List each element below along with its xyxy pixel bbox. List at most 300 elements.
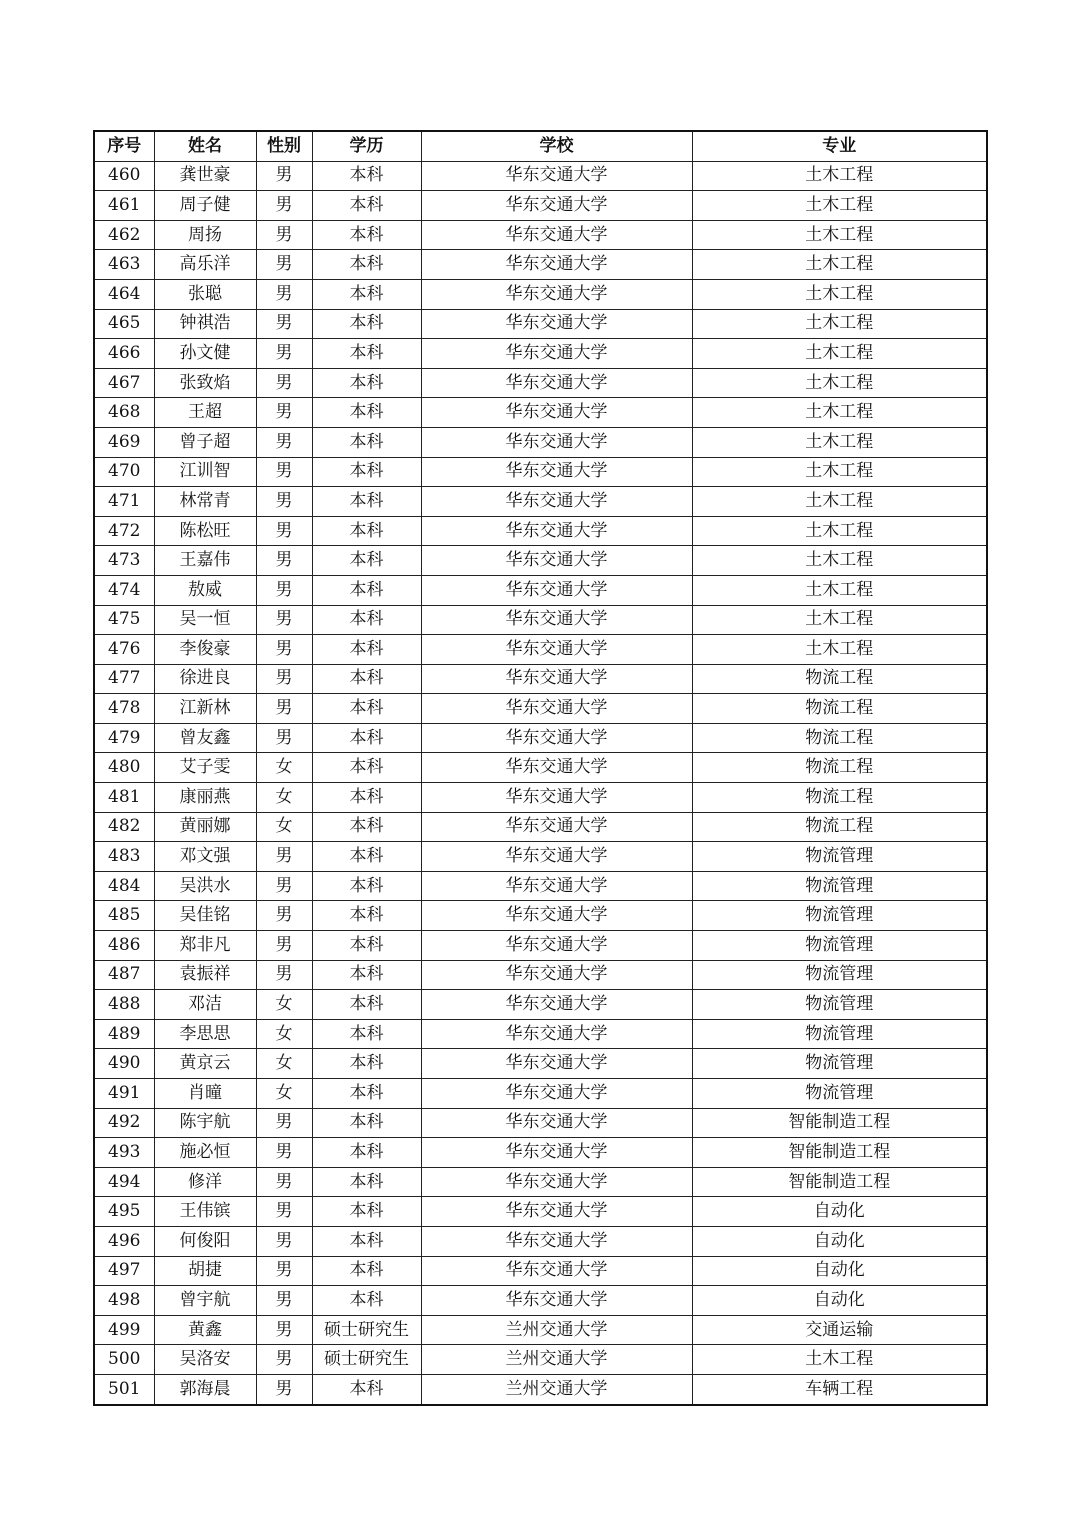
table-row: [94, 960, 987, 990]
cell-number: 482: [94, 812, 154, 842]
cell-name: 黄鑫: [154, 1315, 256, 1345]
cell-education: 本科: [312, 1167, 421, 1197]
cell-education: 本科: [312, 1256, 421, 1286]
cell-gender: 男: [256, 635, 312, 665]
cell-gender: 男: [256, 871, 312, 901]
cell-education: 本科: [312, 250, 421, 280]
cell-school: 华东交通大学: [421, 1108, 692, 1138]
cell-gender: 男: [256, 368, 312, 398]
cell-number: 464: [94, 279, 154, 309]
cell-name: 吴洪水: [154, 871, 256, 901]
cell-school: 华东交通大学: [421, 1049, 692, 1079]
cell-school: 华东交通大学: [421, 990, 692, 1020]
cell-education: 硕士研究生: [312, 1315, 421, 1345]
cell-major: 物流工程: [692, 812, 987, 842]
cell-gender: 男: [256, 1226, 312, 1256]
cell-major: 自动化: [692, 1197, 987, 1227]
cell-gender: 男: [256, 931, 312, 961]
table-row: [94, 279, 987, 309]
cell-education: 本科: [312, 279, 421, 309]
cell-school: 华东交通大学: [421, 161, 692, 191]
cell-name: 施必恒: [154, 1138, 256, 1168]
cell-school: 华东交通大学: [421, 1167, 692, 1197]
roster-table: [93, 130, 988, 1406]
table-row: [94, 487, 987, 517]
cell-school: 华东交通大学: [421, 753, 692, 783]
cell-major: 物流管理: [692, 871, 987, 901]
cell-school: 华东交通大学: [421, 812, 692, 842]
cell-school: 华东交通大学: [421, 783, 692, 813]
cell-gender: 男: [256, 457, 312, 487]
cell-number: 473: [94, 546, 154, 576]
table-row: [94, 1374, 987, 1404]
cell-name: 钟祺浩: [154, 309, 256, 339]
cell-gender: 男: [256, 427, 312, 457]
table-row: [94, 398, 987, 428]
table-row: [94, 427, 987, 457]
cell-name: 吴佳铭: [154, 901, 256, 931]
header-row: [94, 131, 987, 161]
cell-gender: 男: [256, 1315, 312, 1345]
cell-major: 物流工程: [692, 694, 987, 724]
cell-major: 土木工程: [692, 309, 987, 339]
header-cell-gender: 性别: [256, 131, 312, 161]
table-row: [94, 1197, 987, 1227]
cell-education: 本科: [312, 575, 421, 605]
cell-name: 李思思: [154, 1019, 256, 1049]
cell-gender: 男: [256, 1286, 312, 1316]
cell-education: 本科: [312, 901, 421, 931]
cell-major: 物流管理: [692, 1049, 987, 1079]
cell-major: 物流管理: [692, 1079, 987, 1109]
cell-school: 华东交通大学: [421, 546, 692, 576]
cell-education: 本科: [312, 871, 421, 901]
cell-education: 本科: [312, 191, 421, 221]
cell-major: 自动化: [692, 1256, 987, 1286]
table-row: [94, 990, 987, 1020]
cell-name: 吴洛安: [154, 1345, 256, 1375]
cell-number: 465: [94, 309, 154, 339]
cell-gender: 男: [256, 161, 312, 191]
cell-gender: 男: [256, 339, 312, 369]
cell-school: 华东交通大学: [421, 1197, 692, 1227]
cell-school: 华东交通大学: [421, 427, 692, 457]
cell-school: 华东交通大学: [421, 220, 692, 250]
cell-name: 陈宇航: [154, 1108, 256, 1138]
cell-school: 华东交通大学: [421, 723, 692, 753]
cell-education: 本科: [312, 635, 421, 665]
cell-name: 敖威: [154, 575, 256, 605]
cell-name: 黄丽娜: [154, 812, 256, 842]
cell-number: 471: [94, 487, 154, 517]
cell-name: 江训智: [154, 457, 256, 487]
header-cell-school: 学校: [421, 131, 692, 161]
table-row: [94, 871, 987, 901]
cell-number: 461: [94, 191, 154, 221]
cell-gender: 男: [256, 1167, 312, 1197]
cell-gender: 男: [256, 487, 312, 517]
cell-school: 兰州交通大学: [421, 1315, 692, 1345]
table-row: [94, 575, 987, 605]
cell-gender: 男: [256, 842, 312, 872]
table-row: [94, 220, 987, 250]
cell-education: 本科: [312, 1019, 421, 1049]
cell-number: 474: [94, 575, 154, 605]
cell-school: 华东交通大学: [421, 487, 692, 517]
cell-school: 华东交通大学: [421, 635, 692, 665]
cell-education: 本科: [312, 546, 421, 576]
cell-major: 智能制造工程: [692, 1138, 987, 1168]
cell-gender: 男: [256, 220, 312, 250]
table-row: [94, 842, 987, 872]
cell-number: 478: [94, 694, 154, 724]
cell-name: 林常青: [154, 487, 256, 517]
cell-number: 485: [94, 901, 154, 931]
cell-number: 466: [94, 339, 154, 369]
cell-education: 本科: [312, 931, 421, 961]
cell-name: 龚世豪: [154, 161, 256, 191]
table-row: [94, 1108, 987, 1138]
cell-school: 华东交通大学: [421, 250, 692, 280]
cell-major: 土木工程: [692, 546, 987, 576]
cell-major: 物流工程: [692, 753, 987, 783]
cell-number: 486: [94, 931, 154, 961]
cell-name: 何俊阳: [154, 1226, 256, 1256]
cell-gender: 男: [256, 309, 312, 339]
cell-name: 袁振祥: [154, 960, 256, 990]
header-cell-education: 学历: [312, 131, 421, 161]
cell-education: 本科: [312, 990, 421, 1020]
cell-number: 488: [94, 990, 154, 1020]
cell-major: 交通运输: [692, 1315, 987, 1345]
cell-gender: 男: [256, 1108, 312, 1138]
cell-number: 481: [94, 783, 154, 813]
cell-education: 本科: [312, 161, 421, 191]
cell-school: 华东交通大学: [421, 309, 692, 339]
cell-number: 496: [94, 1226, 154, 1256]
cell-gender: 女: [256, 1019, 312, 1049]
table-row: [94, 546, 987, 576]
cell-major: 物流管理: [692, 960, 987, 990]
table-row: [94, 931, 987, 961]
cell-major: 物流管理: [692, 931, 987, 961]
cell-school: 华东交通大学: [421, 1286, 692, 1316]
cell-major: 智能制造工程: [692, 1108, 987, 1138]
table-row: [94, 1315, 987, 1345]
cell-name: 康丽燕: [154, 783, 256, 813]
cell-education: 本科: [312, 753, 421, 783]
cell-gender: 男: [256, 279, 312, 309]
cell-major: 车辆工程: [692, 1374, 987, 1404]
cell-gender: 男: [256, 1374, 312, 1404]
table-header: [94, 131, 987, 161]
cell-name: 吴一恒: [154, 605, 256, 635]
cell-education: 本科: [312, 398, 421, 428]
cell-gender: 男: [256, 546, 312, 576]
cell-major: 土木工程: [692, 457, 987, 487]
table-row: [94, 309, 987, 339]
cell-school: 华东交通大学: [421, 1226, 692, 1256]
cell-major: 土木工程: [692, 398, 987, 428]
table-row: [94, 1079, 987, 1109]
cell-number: 498: [94, 1286, 154, 1316]
cell-major: 土木工程: [692, 339, 987, 369]
cell-education: 本科: [312, 694, 421, 724]
cell-school: 华东交通大学: [421, 605, 692, 635]
cell-number: 480: [94, 753, 154, 783]
table-row: [94, 753, 987, 783]
cell-name: 艾子雯: [154, 753, 256, 783]
table-row: [94, 635, 987, 665]
cell-number: 468: [94, 398, 154, 428]
cell-major: 土木工程: [692, 516, 987, 546]
cell-education: 硕士研究生: [312, 1345, 421, 1375]
header-cell-number: 序号: [94, 131, 154, 161]
cell-school: 华东交通大学: [421, 1256, 692, 1286]
cell-name: 肖曈: [154, 1079, 256, 1109]
cell-name: 王超: [154, 398, 256, 428]
cell-school: 华东交通大学: [421, 368, 692, 398]
cell-education: 本科: [312, 1226, 421, 1256]
cell-number: 492: [94, 1108, 154, 1138]
table-row: [94, 1049, 987, 1079]
cell-education: 本科: [312, 960, 421, 990]
cell-major: 物流工程: [692, 783, 987, 813]
table-body: [94, 161, 987, 1404]
table-row: [94, 1256, 987, 1286]
table-row: [94, 1286, 987, 1316]
cell-name: 邓文强: [154, 842, 256, 872]
cell-number: 499: [94, 1315, 154, 1345]
cell-gender: 男: [256, 901, 312, 931]
cell-education: 本科: [312, 842, 421, 872]
table-row: [94, 812, 987, 842]
cell-name: 周子健: [154, 191, 256, 221]
cell-number: 467: [94, 368, 154, 398]
table-row: [94, 161, 987, 191]
cell-major: 自动化: [692, 1286, 987, 1316]
cell-number: 460: [94, 161, 154, 191]
cell-gender: 男: [256, 1138, 312, 1168]
cell-name: 曾子超: [154, 427, 256, 457]
cell-education: 本科: [312, 309, 421, 339]
cell-name: 陈松旺: [154, 516, 256, 546]
cell-major: 土木工程: [692, 487, 987, 517]
table-row: [94, 783, 987, 813]
cell-gender: 女: [256, 990, 312, 1020]
cell-education: 本科: [312, 487, 421, 517]
cell-number: 470: [94, 457, 154, 487]
cell-school: 华东交通大学: [421, 516, 692, 546]
cell-number: 493: [94, 1138, 154, 1168]
cell-education: 本科: [312, 664, 421, 694]
table-row: [94, 664, 987, 694]
cell-school: 兰州交通大学: [421, 1374, 692, 1404]
cell-number: 476: [94, 635, 154, 665]
cell-major: 土木工程: [692, 191, 987, 221]
cell-major: 物流管理: [692, 1019, 987, 1049]
cell-gender: 男: [256, 723, 312, 753]
cell-gender: 女: [256, 1079, 312, 1109]
cell-school: 华东交通大学: [421, 901, 692, 931]
cell-number: 463: [94, 250, 154, 280]
cell-school: 兰州交通大学: [421, 1345, 692, 1375]
cell-gender: 男: [256, 398, 312, 428]
cell-number: 484: [94, 871, 154, 901]
cell-number: 479: [94, 723, 154, 753]
cell-school: 华东交通大学: [421, 1138, 692, 1168]
table-row: [94, 1019, 987, 1049]
cell-education: 本科: [312, 1049, 421, 1079]
table-row: [94, 1167, 987, 1197]
cell-education: 本科: [312, 220, 421, 250]
cell-education: 本科: [312, 516, 421, 546]
cell-name: 修洋: [154, 1167, 256, 1197]
cell-gender: 女: [256, 783, 312, 813]
cell-name: 邓洁: [154, 990, 256, 1020]
cell-name: 张聪: [154, 279, 256, 309]
table-row: [94, 516, 987, 546]
cell-major: 土木工程: [692, 575, 987, 605]
cell-name: 郭海晨: [154, 1374, 256, 1404]
cell-gender: 女: [256, 812, 312, 842]
cell-major: 自动化: [692, 1226, 987, 1256]
table-row: [94, 457, 987, 487]
table-row: [94, 723, 987, 753]
cell-education: 本科: [312, 1286, 421, 1316]
cell-name: 王嘉伟: [154, 546, 256, 576]
cell-education: 本科: [312, 427, 421, 457]
cell-gender: 女: [256, 1049, 312, 1079]
cell-number: 500: [94, 1345, 154, 1375]
cell-name: 孙文健: [154, 339, 256, 369]
cell-education: 本科: [312, 605, 421, 635]
table-row: [94, 1345, 987, 1375]
cell-education: 本科: [312, 339, 421, 369]
cell-name: 徐进良: [154, 664, 256, 694]
table-row: [94, 368, 987, 398]
cell-school: 华东交通大学: [421, 842, 692, 872]
cell-school: 华东交通大学: [421, 575, 692, 605]
cell-gender: 男: [256, 664, 312, 694]
cell-name: 曾宇航: [154, 1286, 256, 1316]
cell-education: 本科: [312, 812, 421, 842]
cell-name: 张致焰: [154, 368, 256, 398]
cell-gender: 男: [256, 694, 312, 724]
cell-number: 472: [94, 516, 154, 546]
cell-education: 本科: [312, 457, 421, 487]
cell-major: 物流管理: [692, 990, 987, 1020]
cell-school: 华东交通大学: [421, 664, 692, 694]
cell-school: 华东交通大学: [421, 457, 692, 487]
cell-major: 土木工程: [692, 161, 987, 191]
cell-number: 489: [94, 1019, 154, 1049]
cell-number: 469: [94, 427, 154, 457]
table-row: [94, 339, 987, 369]
cell-number: 490: [94, 1049, 154, 1079]
cell-major: 土木工程: [692, 279, 987, 309]
cell-major: 土木工程: [692, 605, 987, 635]
cell-major: 土木工程: [692, 368, 987, 398]
cell-school: 华东交通大学: [421, 1019, 692, 1049]
cell-number: 495: [94, 1197, 154, 1227]
table-row: [94, 1138, 987, 1168]
cell-major: 智能制造工程: [692, 1167, 987, 1197]
cell-number: 501: [94, 1374, 154, 1404]
cell-education: 本科: [312, 1108, 421, 1138]
cell-education: 本科: [312, 1197, 421, 1227]
cell-major: 物流管理: [692, 901, 987, 931]
cell-name: 李俊豪: [154, 635, 256, 665]
cell-school: 华东交通大学: [421, 871, 692, 901]
table-row: [94, 191, 987, 221]
cell-number: 487: [94, 960, 154, 990]
table-row: [94, 250, 987, 280]
cell-school: 华东交通大学: [421, 279, 692, 309]
cell-school: 华东交通大学: [421, 398, 692, 428]
cell-major: 物流工程: [692, 723, 987, 753]
cell-gender: 男: [256, 1197, 312, 1227]
cell-number: 477: [94, 664, 154, 694]
cell-number: 491: [94, 1079, 154, 1109]
cell-education: 本科: [312, 1079, 421, 1109]
cell-major: 土木工程: [692, 635, 987, 665]
cell-name: 郑非凡: [154, 931, 256, 961]
cell-gender: 女: [256, 753, 312, 783]
cell-number: 483: [94, 842, 154, 872]
cell-education: 本科: [312, 1374, 421, 1404]
table-row: [94, 605, 987, 635]
cell-major: 土木工程: [692, 250, 987, 280]
cell-name: 曾友鑫: [154, 723, 256, 753]
cell-school: 华东交通大学: [421, 1079, 692, 1109]
table-row: [94, 1226, 987, 1256]
cell-major: 土木工程: [692, 220, 987, 250]
cell-name: 黄京云: [154, 1049, 256, 1079]
cell-school: 华东交通大学: [421, 339, 692, 369]
cell-school: 华东交通大学: [421, 694, 692, 724]
cell-name: 高乐洋: [154, 250, 256, 280]
header-cell-name: 姓名: [154, 131, 256, 161]
cell-gender: 男: [256, 191, 312, 221]
cell-education: 本科: [312, 783, 421, 813]
cell-name: 王伟镔: [154, 1197, 256, 1227]
cell-major: 物流工程: [692, 664, 987, 694]
cell-education: 本科: [312, 723, 421, 753]
cell-major: 物流管理: [692, 842, 987, 872]
table-row: [94, 901, 987, 931]
cell-school: 华东交通大学: [421, 960, 692, 990]
cell-number: 475: [94, 605, 154, 635]
cell-major: 土木工程: [692, 427, 987, 457]
header-cell-major: 专业: [692, 131, 987, 161]
cell-school: 华东交通大学: [421, 191, 692, 221]
cell-gender: 男: [256, 1256, 312, 1286]
cell-name: 江新林: [154, 694, 256, 724]
cell-name: 胡捷: [154, 1256, 256, 1286]
cell-education: 本科: [312, 368, 421, 398]
cell-gender: 男: [256, 605, 312, 635]
cell-school: 华东交通大学: [421, 931, 692, 961]
cell-gender: 男: [256, 250, 312, 280]
cell-number: 497: [94, 1256, 154, 1286]
cell-major: 土木工程: [692, 1345, 987, 1375]
cell-education: 本科: [312, 1138, 421, 1168]
cell-number: 462: [94, 220, 154, 250]
cell-gender: 男: [256, 575, 312, 605]
cell-gender: 男: [256, 1345, 312, 1375]
cell-number: 494: [94, 1167, 154, 1197]
